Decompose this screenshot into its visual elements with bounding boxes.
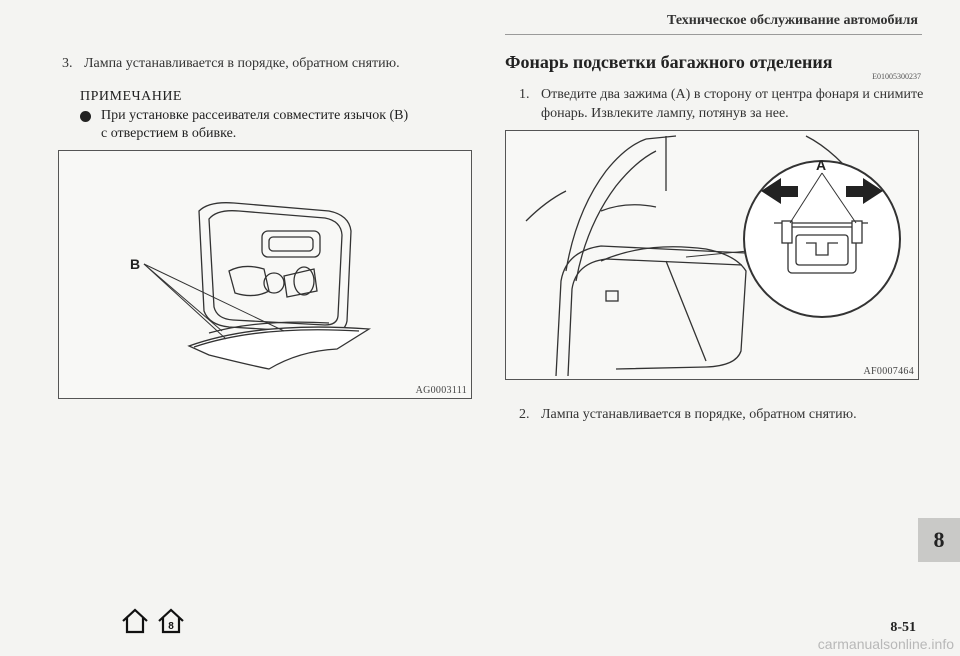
section-title: Фонарь подсветки багажного отделения [505, 52, 833, 72]
callout-label-a: A [816, 157, 827, 173]
step-2-text: Лампа устанавливается в порядке, обратном снятию. [541, 407, 857, 422]
step-1-line-2: фонарь. Извлеките лампу, потянув за нее. [541, 106, 789, 121]
step-1 [519, 85, 925, 123]
zoom-circle [744, 161, 900, 317]
chapter-badge: 8 [168, 621, 174, 632]
section-code: E01005300237 [872, 72, 921, 81]
step-1-text [541, 85, 923, 123]
step-1-line-1: Отведите два зажима (A) в сторону от центра фонаря и снимите [541, 87, 924, 102]
watermark: carmanualsonline.info [817, 636, 954, 652]
note-item [80, 107, 482, 143]
step-1-number: 1. [519, 87, 530, 102]
figure-lens-install [58, 150, 472, 399]
page-number: 8-51 [890, 620, 916, 635]
note-line-2: с отверстием в обивке. [101, 126, 237, 141]
step-2-number: 2. [519, 407, 530, 422]
figure-luggage-lamp [505, 130, 919, 380]
step-2 [519, 405, 857, 424]
figure-code-left: AG0003111 [415, 385, 467, 396]
chapter-home-icon[interactable] [156, 608, 186, 634]
lens-illustration [59, 151, 471, 398]
note-title: ПРИМЕЧАНИЕ [80, 89, 182, 104]
note-line-1: При установке рассеивателя совместите язычок (B) [101, 108, 409, 123]
right-column [505, 52, 925, 123]
note-text [101, 107, 408, 143]
page-header [0, 0, 960, 40]
left-column [62, 54, 482, 143]
step-3-text: Лампа устанавливается в порядке, обратном снятию. [84, 56, 400, 71]
trunk-illustration [506, 131, 918, 379]
chapter-tab: 8 [918, 518, 960, 562]
step-3-number: 3. [62, 56, 73, 71]
nav-icons [120, 608, 186, 634]
callout-label-b: B [130, 256, 141, 272]
header-rule [505, 34, 922, 35]
figure-code-right: AF0007464 [863, 366, 914, 377]
step-3 [62, 54, 482, 73]
header-title: Техническое обслуживание автомобиля [667, 13, 918, 28]
bullet-icon [80, 111, 91, 122]
home-icon[interactable] [120, 608, 150, 634]
